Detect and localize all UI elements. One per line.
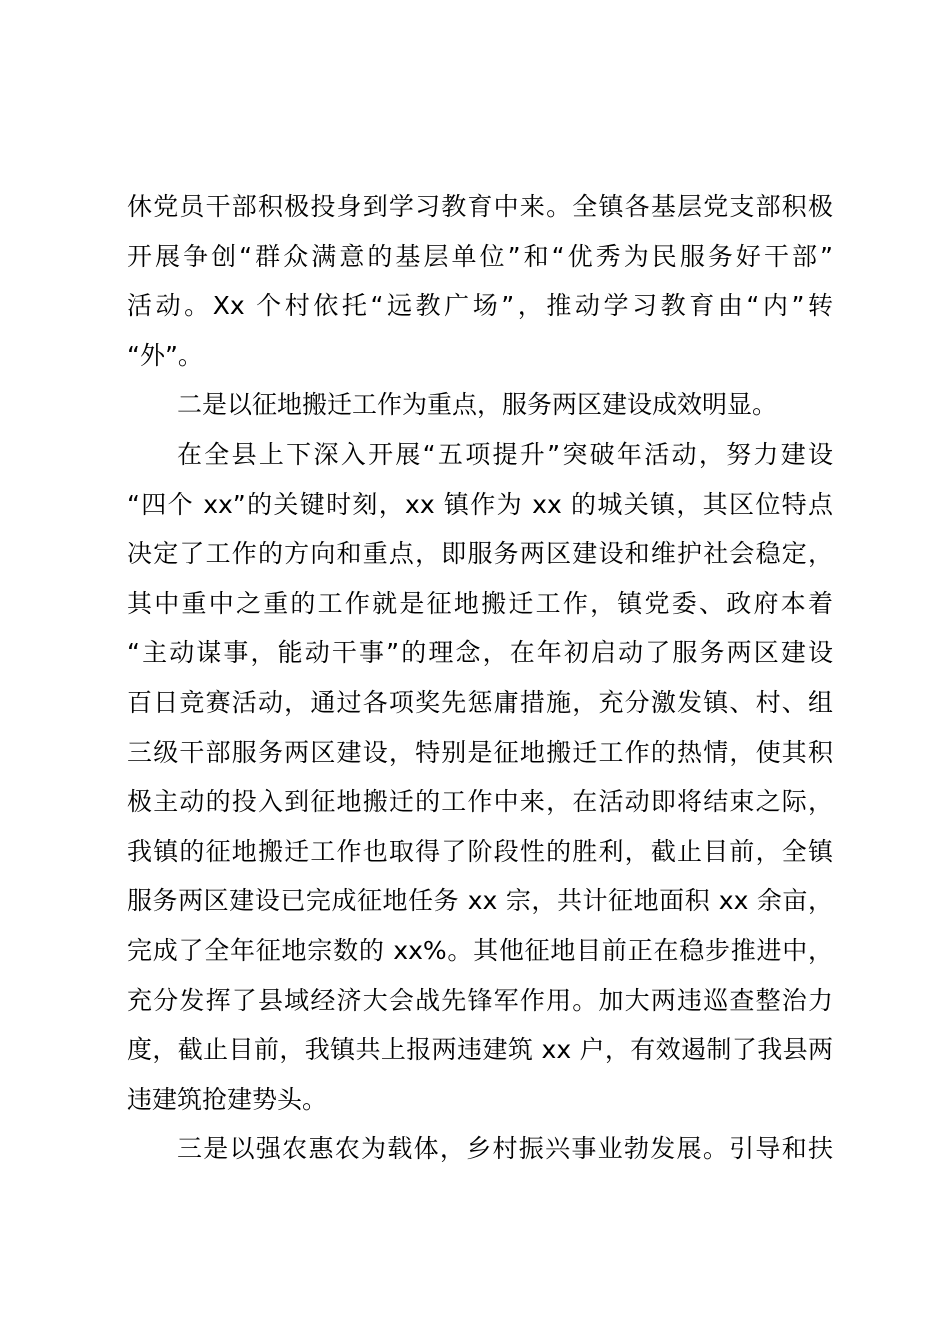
text-line: 决定了工作的方向和重点，即服务两区建设和维护社会稳定， bbox=[127, 539, 833, 569]
text-line: 极主动的投入到征地搬迁的工作中来，在活动即将结束之际， bbox=[127, 787, 833, 817]
text-line: 其中重中之重的工作就是征地搬迁工作，镇党委、政府本着 bbox=[127, 588, 833, 618]
text-line: “四个 xx”的关键时刻，xx 镇作为 xx 的城关镇，其区位特点 bbox=[127, 489, 833, 519]
text-line: 完成了全年征地宗数的 xx%。其他征地目前正在稳步推进中， bbox=[127, 935, 833, 965]
text-line: 三级干部服务两区建设，特别是征地搬迁工作的热情，使其积 bbox=[127, 737, 833, 767]
text-line: 活动。Xx 个村依托“远教广场”，推动学习教育由“内”转 bbox=[127, 291, 833, 321]
body-text bbox=[127, 182, 833, 1174]
text-line: “主动谋事，能动干事”的理念，在年初启动了服务两区建设 bbox=[127, 638, 833, 668]
text-line: 违建筑抢建势头。 bbox=[127, 1084, 328, 1114]
text-line: “外”。 bbox=[127, 340, 203, 370]
text-line: 百日竞赛活动，通过各项奖先惩庸措施，充分激发镇、村、组 bbox=[127, 687, 833, 717]
section-heading: 二是以征地搬迁工作为重点，服务两区建设成效明显。 bbox=[177, 390, 778, 420]
text-line: 充分发挥了县域经济大会战先锋军作用。加大两违巡查整治力 bbox=[127, 985, 833, 1015]
text-line: 度，截止目前，我镇共上报两违建筑 xx 户，有效遏制了我县两 bbox=[127, 1035, 833, 1065]
text-line: 服务两区建设已完成征地任务 xx 宗，共计征地面积 xx 余亩， bbox=[127, 886, 833, 916]
text-line: 在全县上下深入开展“五项提升”突破年活动，努力建设 bbox=[177, 439, 833, 469]
section-heading: 三是以强农惠农为载体，乡村振兴事业勃发展。引导和扶 bbox=[177, 1134, 833, 1164]
text-line: 我镇的征地搬迁工作也取得了阶段性的胜利，截止目前，全镇 bbox=[127, 836, 833, 866]
text-line: 休党员干部积极投身到学习教育中来。全镇各基层党支部积极 bbox=[127, 192, 833, 221]
text-line: 开展争创“群众满意的基层单位”和“优秀为民服务好干部” bbox=[127, 241, 833, 271]
